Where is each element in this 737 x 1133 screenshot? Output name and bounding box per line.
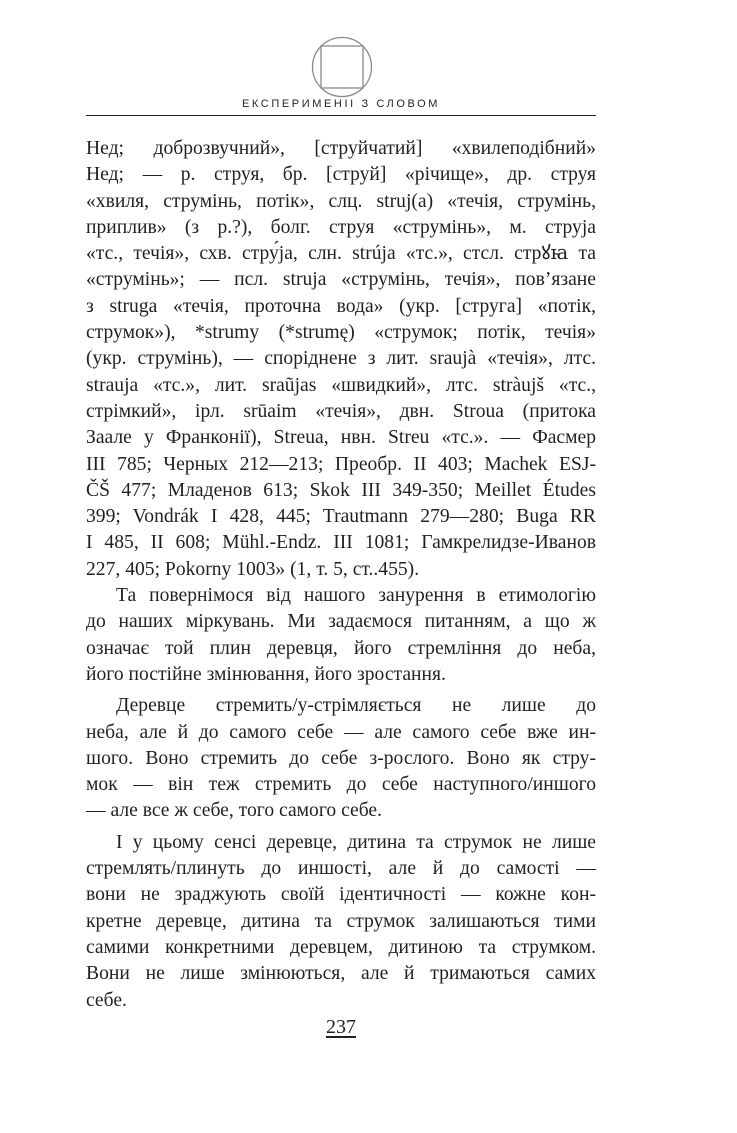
text-line: з struga «течія, проточна вода» (укр. [струга] «потік, [86, 295, 596, 317]
text-line: кретне деревце, дитина та струмок залишаються тими [86, 910, 596, 932]
paragraph-tree [86, 693, 596, 824]
header-rule [86, 115, 596, 116]
text-line: Нед; — р. струя, бр. [струй] «річище», др. струя [86, 164, 596, 186]
paragraph-selfhood [86, 830, 596, 1014]
text-line: Деревце стремить/у-стрімляється не лише до [116, 695, 596, 717]
text-line: струмок»), *strumy (*strumę) «струмок; потік, течія» [86, 322, 596, 344]
text-line: — але все ж себе, того самого себе. [86, 800, 383, 822]
text-line: стрімкий», ірл. srūaim «течія», двн. Stroua (притока [86, 400, 596, 422]
body-text [86, 136, 596, 1014]
circle-square-logo-icon [311, 36, 373, 98]
page-number: 237 [326, 1016, 356, 1038]
text-line: (укр. струмінь), — споріднене з лит. sraujà «течія», лтс. [86, 348, 596, 370]
text-line: самими конкретними деревцем, дитиною та струмком. [86, 936, 596, 958]
text-line: до наших міркувань. Ми задаємося питанням, а що ж [86, 611, 596, 633]
text-line: strauja «тс.», лит. sraũjas «швидкий», лтс. stràujš «тс., [86, 374, 596, 396]
text-line: Та повернімося від нашого занурення в етимологію [116, 585, 596, 607]
text-line: III 785; Черных 212—213; Преобр. II 403; Machek ESJ- [86, 453, 596, 475]
text-line: «струмінь»; — псл. struja «струмінь, течія», пов’язане [86, 269, 596, 291]
text-line: I 485, II 608; Mühl.-Endz. III 1081; Гамкрелидзе-Иванов [86, 532, 596, 554]
text-line: ČŠ 477; Младенов 613; Skok III 349-350; Meillet Études [86, 479, 596, 501]
text-line: себе. [86, 989, 127, 1011]
text-line: мок — він теж стремить до себе наступного/иншого [86, 774, 596, 796]
paragraph-etymology [86, 136, 596, 583]
text-line: його постійне змінювання, його зростання. [86, 663, 446, 685]
text-line: стремлять/плинуть до иншості, але й до самості — [86, 858, 596, 880]
text-line: «хвиля, струмінь, потік», слц. struj(a) «течія, струмінь, [86, 190, 596, 212]
text-line: 227, 405; Pokorny 1003» (1, т. 5, ст..455). [86, 558, 420, 580]
text-line: вони не зраджують своїй ідентичності — кожне кон- [86, 884, 596, 906]
text-line: Заале у Франконії), Streua, нвн. Streu «тс.». — Фасмер [86, 427, 596, 449]
text-line: 399; Vondrák I 428, 445; Trautmann 279—280; Buga RR [86, 506, 596, 528]
text-line: означає той плин деревця, його стремління до неба, [86, 637, 596, 659]
text-line: «тс., течія», схв. стру́ја, слн. strúja «тс.», стсл. стрꙋꙗ та [86, 243, 596, 265]
text-line: Вони не лише змінюються, але й тримаються самих [86, 963, 596, 985]
text-line: приплив» (з р.?), болг. струя «струмінь», м. струја [86, 216, 596, 238]
text-line: шого. Воно стремить до себе з-рослого. Воно як стру- [86, 747, 596, 769]
paragraph-return [86, 583, 596, 688]
text-line: Нед; доброзвучний», [струйчатий] «хвилеподібний» [86, 138, 596, 159]
text-line: І у цьому сенсі деревце, дитина та струмок не лише [116, 831, 596, 853]
text-line: неба, але й до самого себе — але самого себе вже ин- [86, 721, 596, 743]
running-head: ЕКСПЕРИМЕНІІ З СЛОВОМ [241, 98, 440, 110]
